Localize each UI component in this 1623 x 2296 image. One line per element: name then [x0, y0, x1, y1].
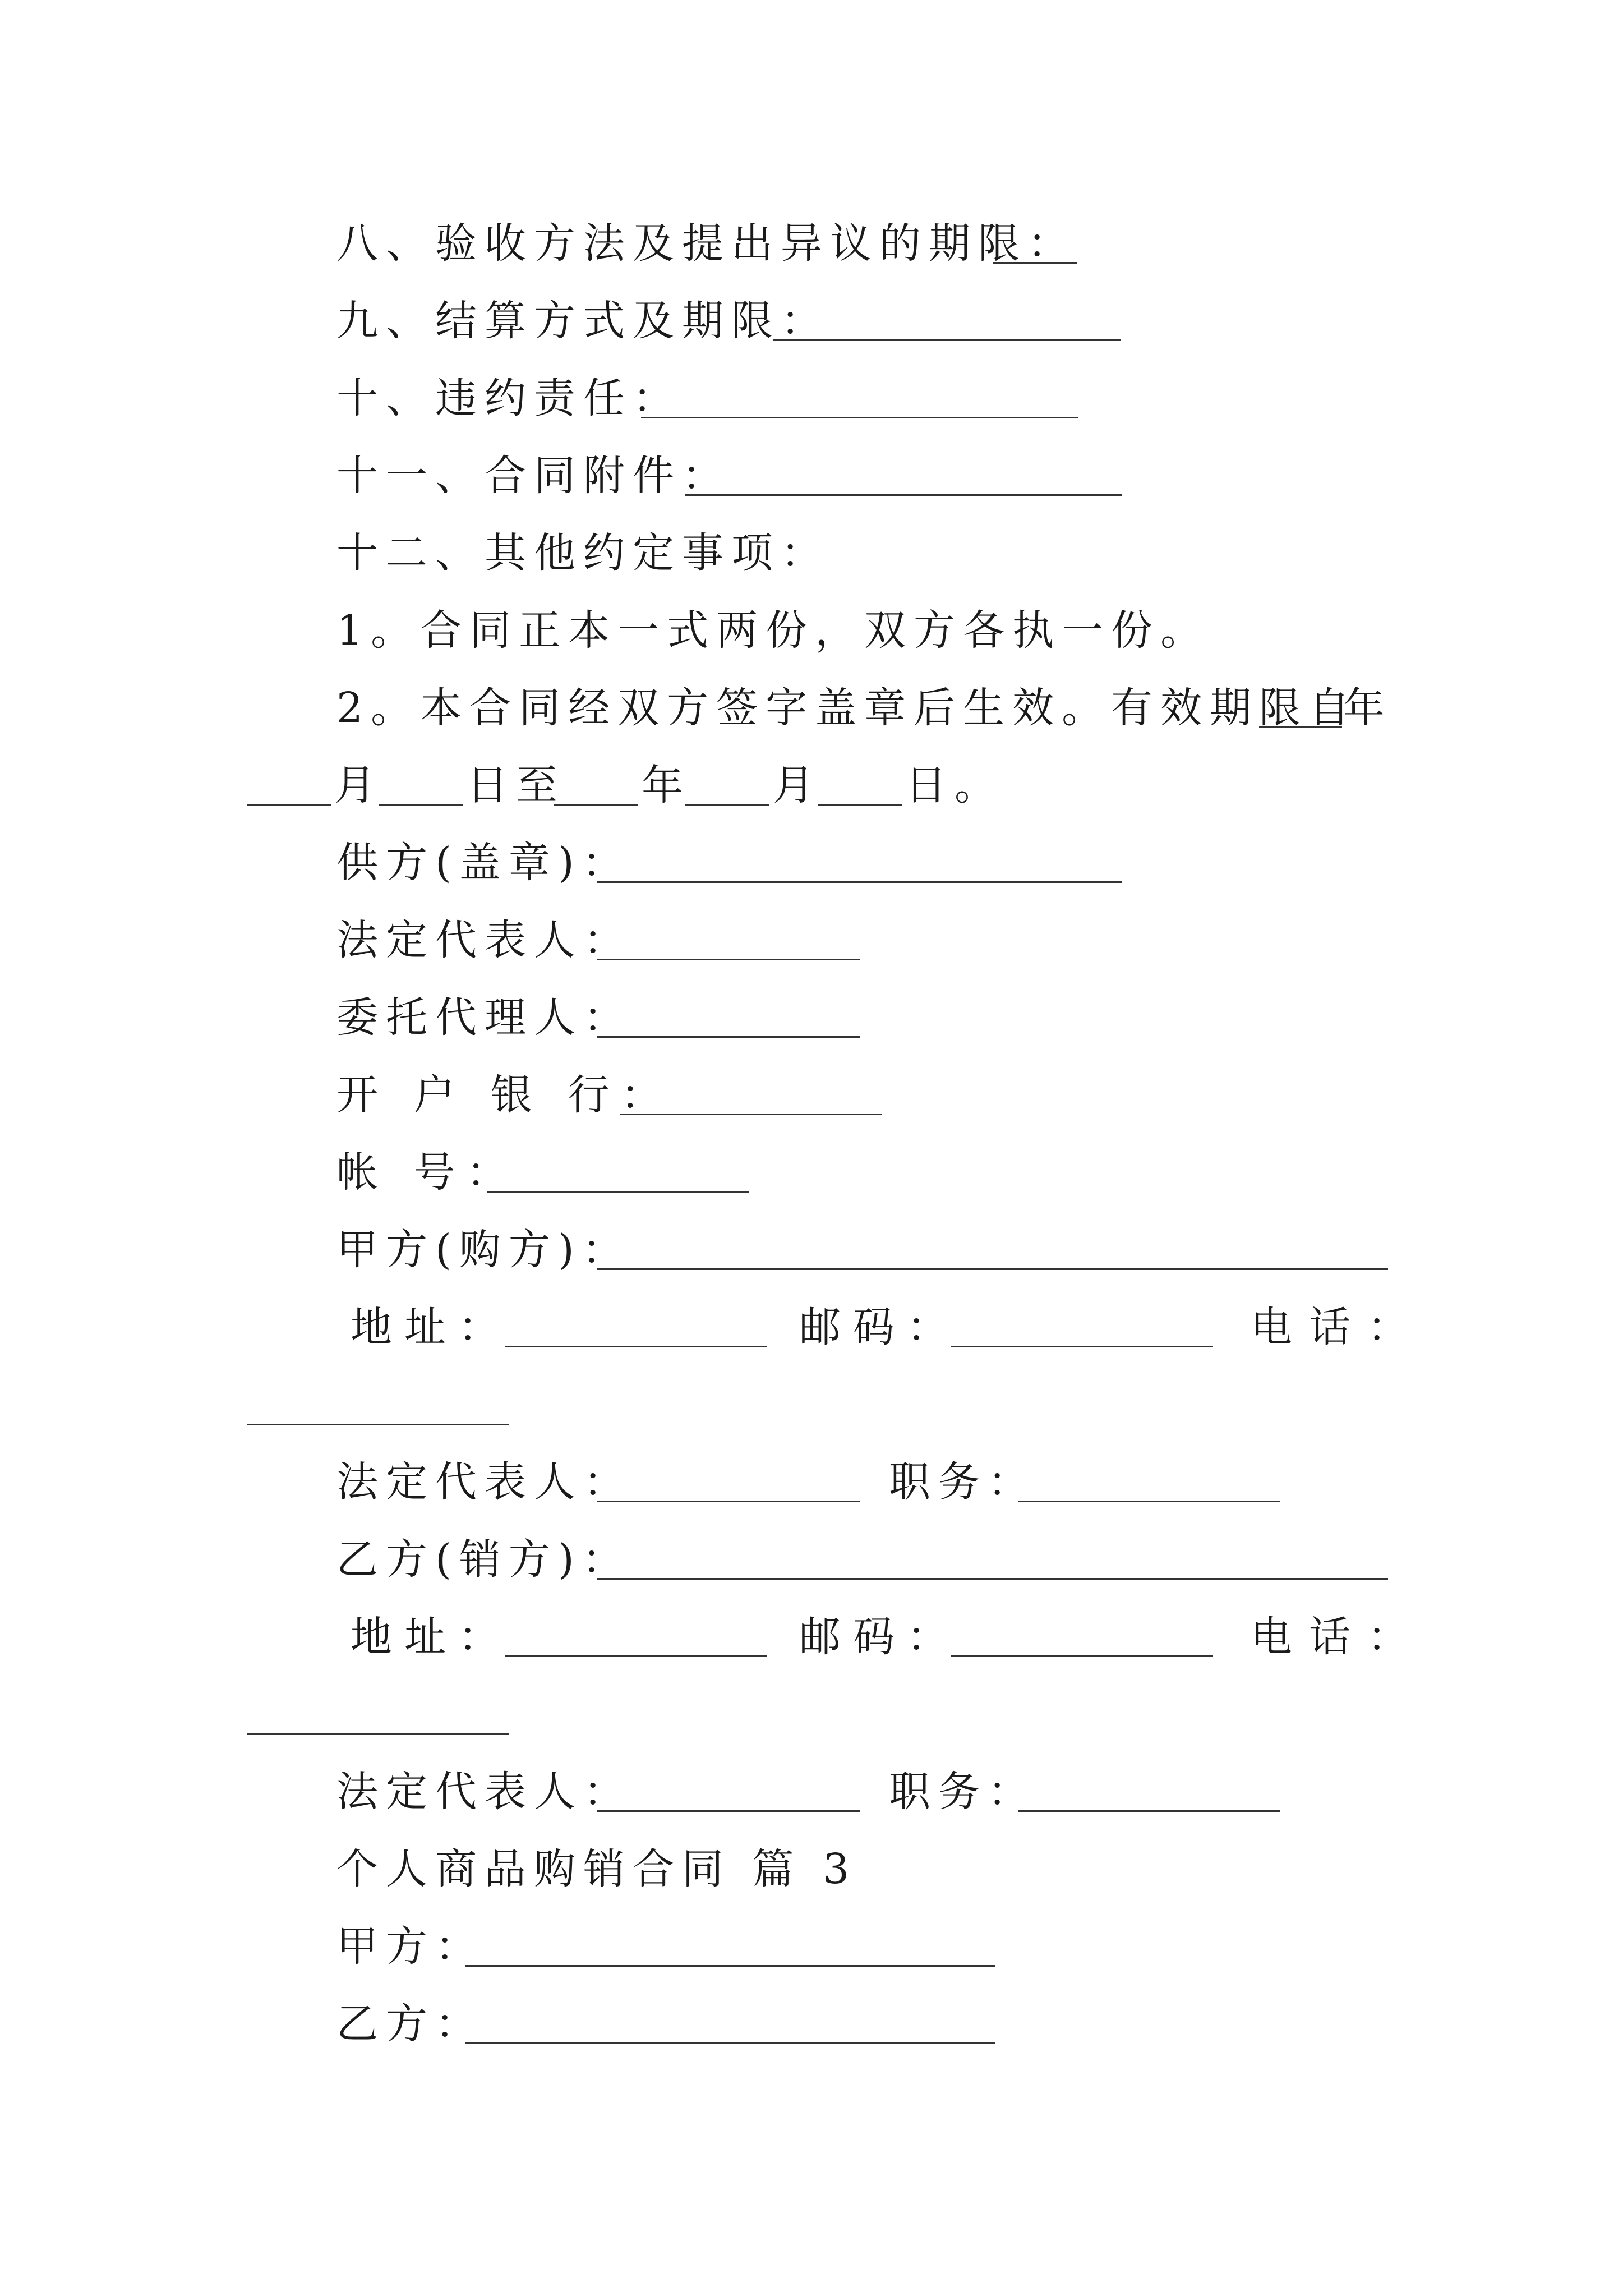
start-month-label: 月 [334, 761, 384, 809]
party-a-phone-label: 电话： [1251, 1303, 1426, 1351]
start-day-blank[interactable] [379, 804, 463, 806]
party-a-blank[interactable] [597, 1268, 1388, 1270]
party-b-legal-rep-blank[interactable] [597, 1810, 860, 1812]
legal-rep-label: 法定代表人： [336, 916, 633, 964]
party-a-postcode-label: 邮码： [799, 1303, 961, 1351]
start-month-blank[interactable] [247, 804, 331, 806]
party-b-address-label: 地址： [351, 1613, 512, 1661]
party-b-phone-label: 电话： [1251, 1613, 1426, 1661]
end-month-label: 月 [773, 761, 822, 809]
agent-blank[interactable] [597, 1036, 860, 1038]
item-1-text: 1。合同正本一式两份，双方各执一份。 [336, 606, 1210, 655]
party-b-position-label: 职务： [889, 1768, 1037, 1816]
party-a-position-label: 职务： [889, 1458, 1037, 1506]
supplier-seal-blank[interactable] [597, 881, 1122, 883]
party-b-blank[interactable] [597, 1578, 1388, 1580]
clause-9-blank[interactable] [773, 339, 1121, 341]
party-jia-label: 甲方： [336, 1922, 485, 1971]
clause-11-text: 十一、合同附件： [336, 452, 731, 500]
bank-blank[interactable] [620, 1114, 882, 1115]
party-yi-blank[interactable] [465, 2042, 995, 2044]
end-day-blank[interactable] [818, 804, 902, 806]
party-jia-blank[interactable] [465, 1965, 995, 1967]
end-month-blank[interactable] [685, 804, 769, 806]
party-a-position-blank[interactable] [1018, 1501, 1280, 1502]
clause-10-text: 十、违约责任： [336, 374, 682, 422]
clause-12-text: 十二、其他约定事项： [336, 529, 830, 577]
end-year-blank[interactable] [554, 804, 638, 806]
bank-label: 开 户 银 行： [336, 1071, 674, 1119]
party-b-position-blank[interactable] [1018, 1810, 1280, 1812]
item-2-text: 2。本合同经双方签字盖章后生效。有效期限自 [336, 684, 1358, 732]
party-a-postcode-blank[interactable] [951, 1346, 1213, 1347]
account-label: 帐 号： [336, 1148, 519, 1197]
party-b-postcode-label: 邮码： [799, 1613, 961, 1661]
party-a-address-label: 地址： [351, 1303, 512, 1351]
end-year-label: 年 [642, 761, 691, 809]
party-a-address-blank[interactable] [505, 1346, 767, 1347]
party-a-phone-blank[interactable] [247, 1424, 509, 1425]
account-blank[interactable] [487, 1191, 749, 1193]
agent-label: 委托代理人： [336, 993, 633, 1042]
start-year-blank[interactable] [1259, 726, 1342, 728]
party-a-legal-rep-label: 法定代表人： [336, 1458, 633, 1506]
party-b-phone-blank[interactable] [247, 1733, 509, 1735]
clause-11-blank[interactable] [685, 494, 1122, 496]
party-b-label: 乙方(销方)： [336, 1535, 631, 1584]
party-a-label: 甲方(购方)： [336, 1226, 631, 1274]
party-b-address-blank[interactable] [505, 1655, 767, 1657]
party-b-postcode-blank[interactable] [951, 1655, 1213, 1657]
clause-10-blank[interactable] [641, 417, 1078, 418]
start-year-label: 年 [1343, 684, 1393, 732]
clause-8-blank[interactable] [993, 262, 1077, 264]
party-a-legal-rep-blank[interactable] [597, 1501, 860, 1502]
start-day-label: 日至 [467, 761, 565, 809]
party-yi-label: 乙方： [336, 2000, 485, 2048]
end-day-label: 日。 [905, 761, 1004, 809]
supplier-seal-label: 供方(盖章)： [336, 839, 631, 887]
legal-rep-blank[interactable] [597, 959, 860, 960]
party-b-legal-rep-label: 法定代表人： [336, 1768, 633, 1816]
clause-9-text: 九、结算方式及期限： [336, 297, 830, 345]
section-title: 个人商品购销合同 篇 3 [336, 1845, 857, 1893]
clause-8-text: 八、验收方法及提出异议的期限： [336, 219, 1077, 268]
